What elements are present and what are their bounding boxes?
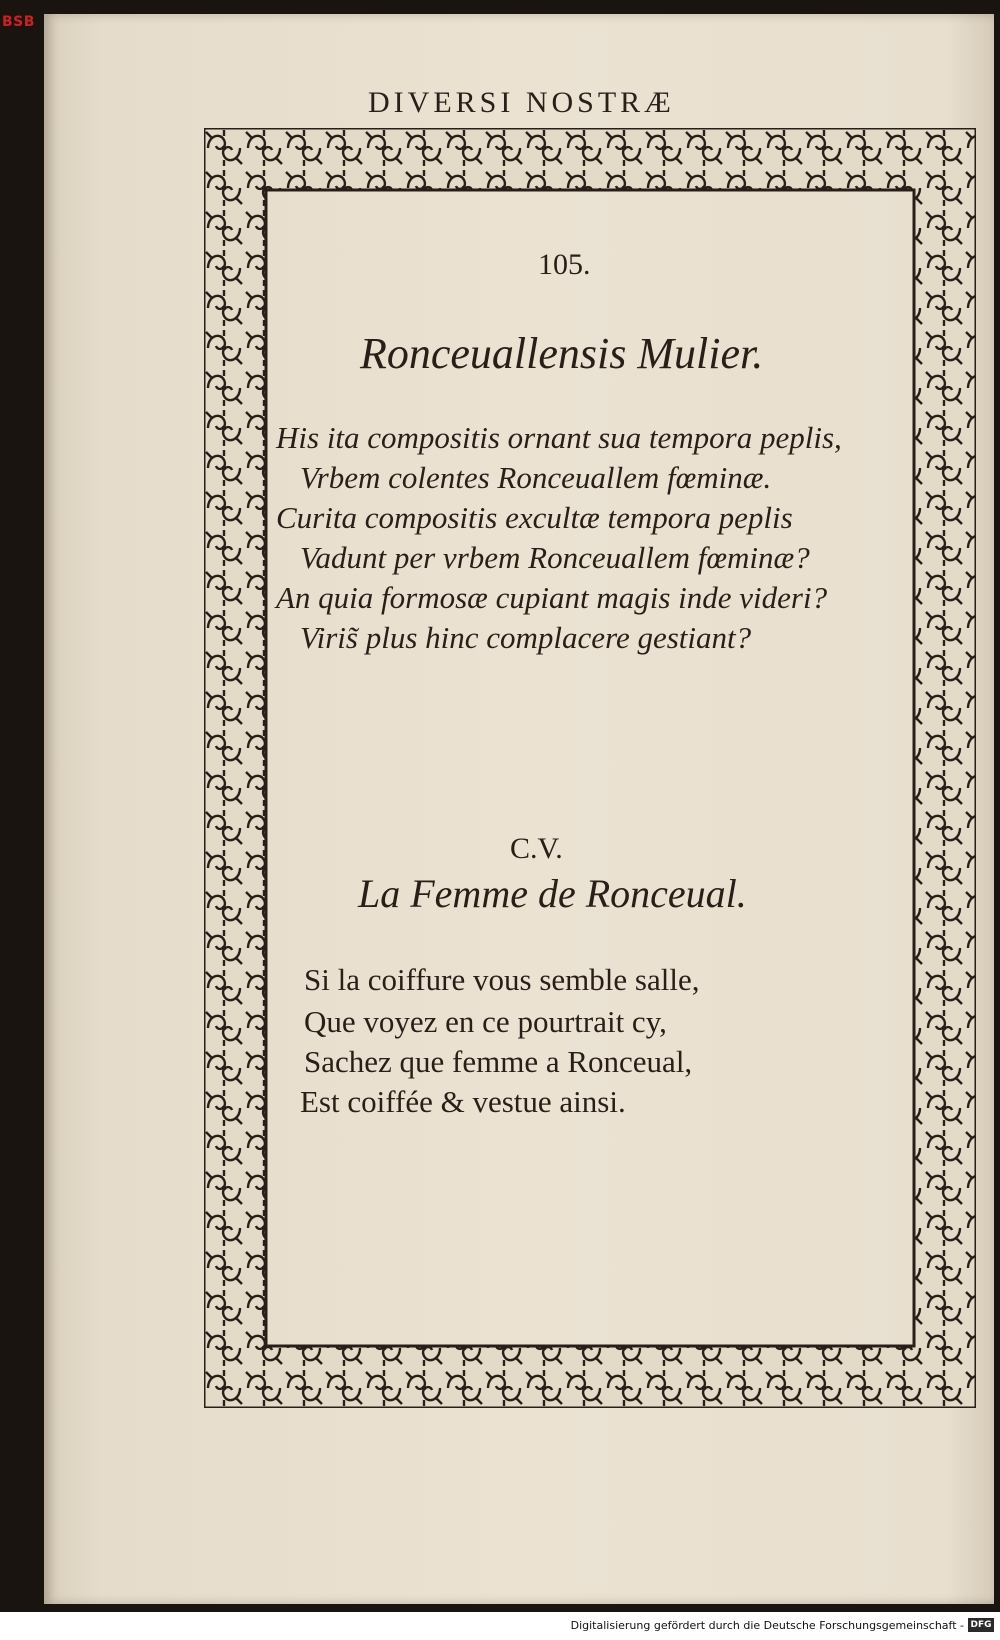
latin-number: 105. <box>538 248 591 281</box>
french-line-4: Est coiffée & vestue ainsi. <box>300 1084 626 1119</box>
latin-line-1: His ita compositis ornant sua tempora peplis, <box>276 420 842 455</box>
latin-line-4: Vadunt per vrbem Ronceuallem fœminæ? <box>300 540 810 575</box>
ornamental-border <box>204 128 976 1408</box>
french-title: La Femme de Ronceual. <box>358 871 747 916</box>
latin-line-3: Curita compositis excultæ tempora peplis <box>276 500 793 535</box>
french-line-2: Que voyez en ce pourtrait cy, <box>304 1004 667 1039</box>
footer-bar <box>0 1612 1000 1640</box>
latin-line-6: Viris̃ plus hinc complacere gestiant? <box>300 620 752 655</box>
footer-credit: Digitalisierung gefördert durch die Deutsche Forschungsgemeinschaft - <box>570 1619 964 1632</box>
dfg-logo: DFG <box>968 1618 994 1632</box>
french-line-3: Sachez que femme a Ronceual, <box>304 1044 693 1079</box>
bsb-logo: BSB <box>2 14 35 30</box>
latin-line-5: An quia formosæ cupiant magis inde videri? <box>276 580 828 615</box>
french-number: C.V. <box>510 832 563 865</box>
latin-line-2: Vrbem colentes Ronceuallem fœminæ. <box>300 460 772 495</box>
latin-title: Ronceuallensis Mulier. <box>360 329 764 378</box>
french-line-1: Si la coiffure vous semble salle, <box>304 962 700 997</box>
running-head: DIVERSI NOSTRÆ <box>368 86 675 119</box>
